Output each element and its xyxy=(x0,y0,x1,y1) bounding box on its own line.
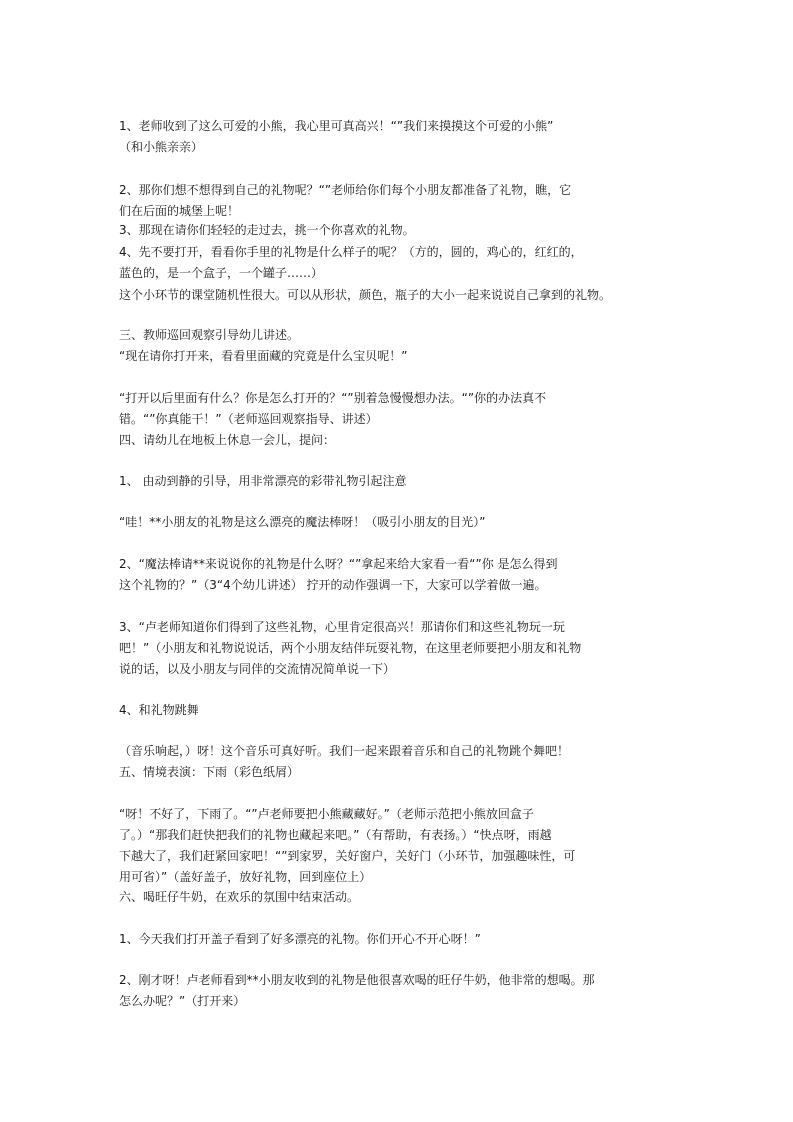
text-line: 错。“”你真能干！”（老师巡回观察指导、讲述） xyxy=(119,412,378,426)
text-line: 说的话，以及小朋友与同伴的交流情况简单说一下） xyxy=(119,662,396,676)
text-line: 这个小环节的课堂随机性很大。可以从形状，颜色，瓶子的大小一起来说说自己拿到的礼物。 xyxy=(119,288,612,302)
text-line: 用可省）”（盖好盖子，放好礼物，回到座位上） xyxy=(119,870,372,884)
section-heading: 四、请幼儿在地板上休息一会儿，提问： xyxy=(119,433,336,447)
text-line: “呀！不好了，下雨了。“”卢老师要把小熊藏藏好。”（老师示范把小熊放回盒子 xyxy=(119,807,534,821)
text-line: （和小熊亲亲） xyxy=(119,140,204,154)
text-line: 3、那现在请你们轻轻的走过去，挑一个你喜欢的礼物。 xyxy=(119,223,415,237)
text-line: “哇！**小朋友的礼物是这么漂亮的魔法棒呀！（吸引小朋友的目光）” xyxy=(119,515,486,529)
text-line: （音乐响起，）呀！这个音乐可真好听。我们一起来跟着音乐和自己的礼物跳个舞吧！ xyxy=(119,744,570,758)
text-line: 蓝色的，是一个盒子，一个罐子……） xyxy=(119,266,324,280)
section-heading: 六、喝旺仔牛奶，在欢乐的氛围中结束活动。 xyxy=(119,890,360,904)
text-line: 4、和礼物跳舞 xyxy=(119,703,199,717)
text-line: “现在请你打开来，看看里面藏的究竟是什么宝贝呢！” xyxy=(119,349,408,363)
text-line: 了。）“那我们赶快把我们的礼物也藏起来吧。”（有帮助，有表扬。）“快点呀，雨越 xyxy=(119,828,552,842)
text-line: 4、先不要打开，看看你手里的礼物是什么样子的呢？（方的，圆的，鸡心的，红红的， xyxy=(119,245,583,259)
text-line: 怎么办呢？”（打开来） xyxy=(119,994,246,1008)
text-line: 1、今天我们打开盖子看到了好多漂亮的礼物。你们开心不开心呀！” xyxy=(119,932,481,946)
text-line: 1、老师收到了这么可爱的小熊，我心里可真高兴！“”我们来摸摸这个可爱的小熊” xyxy=(119,119,554,133)
text-line: 2、刚才呀！卢老师看到**小朋友收到的礼物是他很喜欢喝的旺仔牛奶，他非常的想喝。那 xyxy=(119,973,595,987)
text-line: 吧！”（小朋友和礼物说说话，两个小朋友结伴玩耍礼物，在这里老师要把小朋友和礼物 xyxy=(119,641,582,655)
text-line: 这个礼物的？”（3“4个幼儿讲述） 拧开的动作强调一下，大家可以学着做一遍。 xyxy=(119,578,547,592)
text-line: 2、“魔法棒请**来说说你的礼物是什么呀？“”拿起来给大家看一看“”你 是怎么得到 xyxy=(119,557,558,571)
text-line: 3、“卢老师知道你们得到了这些礼物，心里肯定很高兴！那请你们和这些礼物玩一玩 xyxy=(119,620,565,634)
text-line: 1、 由动到静的引导，用非常漂亮的彩带礼物引起注意 xyxy=(119,474,407,488)
text-line: 下越大了，我们赶紧回家吧！“”到家罗，关好窗户，关好门（小环节，加强趣味性，可 xyxy=(119,849,576,863)
text-line: 们在后面的城堡上呢！ xyxy=(119,204,240,218)
text-line: “打开以后里面有什么？你是怎么打开的？“”别着急慢慢想办法。“”你的办法真不 xyxy=(119,391,547,405)
section-heading: 三、教师巡回观察引导幼儿讲述。 xyxy=(119,328,300,342)
text-line: 2、那你们想不想得到自己的礼物呢？“”老师给你们每个小朋友都准备了礼物，瞧，它 xyxy=(119,183,572,197)
section-heading: 五、情境表演：下雨（彩色纸屑） xyxy=(119,765,300,779)
